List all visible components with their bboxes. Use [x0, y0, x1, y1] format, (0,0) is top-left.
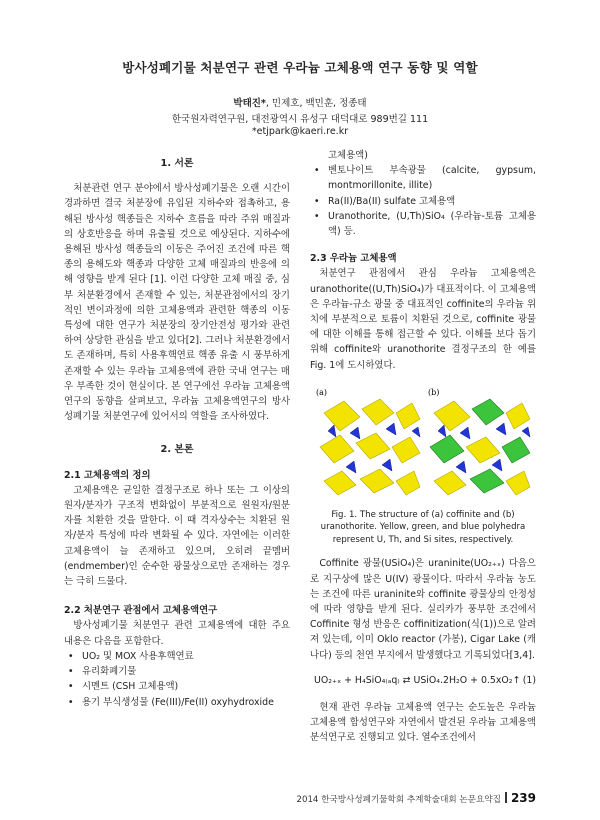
subsection-2-2-paragraph: 방사성폐기물 처분연구 관련 고체용액에 대한 주요 내용은 다음을 포함한다. [64, 620, 290, 647]
list-item: • 용기 부식생성물 (Fe(III)/Fe(II) oxyhydroxide [78, 695, 290, 710]
left-bullet-list [64, 649, 290, 710]
crystal-structure-figure [310, 383, 536, 503]
figure-1 [310, 383, 536, 503]
right-column [310, 148, 536, 746]
list-continuation: 고체용액) [328, 150, 368, 161]
subsection-2-3-title: 2.3 우라늄 고체용액 [310, 253, 397, 265]
equation-1 [310, 673, 536, 688]
panel-b-label: (b) [428, 387, 440, 397]
equation-text: UO₂₊ₓ + H₄SiO₄₍ₐq₎ ⇄ USiO₄.2H₂O + 0.5xO₂↑ [314, 674, 521, 686]
right-bullet-list [310, 163, 536, 239]
co-authors: , 민제호, 백민훈, 정종태 [265, 98, 367, 109]
equation-number: (1) [522, 674, 536, 686]
footer-divider [505, 792, 507, 803]
list-item: • 벤토나이트 부속광물 (calcite, gypsum, montmorillonite, illite) [324, 163, 536, 193]
section-main-title: 2. 본론 [160, 444, 194, 456]
subsection-2-3-paragraph: 처분연구 관점에서 관심 우라늄 고체용액은 uranothorite((U,Th)SiO₄)가 대표적이다. 이 고체용액은 우라늄-규소 광물 중 대표적인 coffinite의 우라늄 위치에 부분적으로 토륨이 치환된 것으로, coffinite 광물에 대한 이해를 통해 접근할 수 있다. 이해를 보다 돕기 위해 coffinite와 uranothorite 결정구조의 한 예를 Fig. 1에 도시하였다. [310, 268, 536, 371]
panel-b [428, 388, 530, 495]
list-item: • UO₂ 및 MOX 사용후핵연료 [78, 649, 290, 664]
affiliation: 한국원자력연구원, 대전광역시 유성구 대덕대로 989번길 111 [171, 114, 429, 125]
list-item: • 유리화폐기물 [78, 664, 290, 679]
coffinite-paragraph: Coffinite 광물(USiO₄)은 uraninite(UO₂₊ₓ) 다음으로 지구상에 많은 U(IV) 광물이다. 따라서 우라늄 농도는 조건에 따른 uraninite와 coffinite 광물상의 안정성에 따라 영향을 받게 된다. 실리카가 풍부한 조건에서 Coffinite 형성 반응은 coffinitization(식(1))으로 알려져 있는데, 이미 Oklo reactor (가봉), Cigar Lake (캐나다) 등의 천연 부지에서 발생했다고 기록되었다[3,4]. [310, 558, 536, 661]
email: *etjpark@kaeri.re.kr [251, 126, 349, 137]
list-item: • Uranothorite, (U,Th)SiO₄ (우라늄-토륨 고체용액) 등. [324, 209, 536, 239]
paper-title: 방사성폐기물 처분연구 관련 우라늄 고체용액 연구 동향 및 역할 [122, 60, 478, 75]
page-number: 239 [510, 791, 536, 805]
subsection-2-1-title: 2.1 고체용액의 정의 [64, 469, 151, 481]
main-author: 박태진* [233, 98, 266, 109]
list-item: • 시멘트 (CSH 고체용액) [78, 679, 290, 694]
panel-a-label: (a) [316, 387, 328, 397]
figure-caption: Fig. 1. The structure of (a) coffinite and (b) uranothorite. Yellow, green, and blue polyhedra represent U, Th, and Si sites, respectively. [320, 509, 526, 545]
intro-paragraph: 처분관련 연구 분야에서 방사성폐기물은 오랜 시간이 경과하면 결국 처분장에 유입된 지하수와 접촉하고, 용해된 방사성 핵종들은 지하수 흐름을 따라 주위 매질과의 상호반응을 하며 유출될 것으로 예상된다. 지하수에 용해된 방사성 핵종들의 이동은 주어진 조건에 따른 핵종의 용해도와 핵종과 다양한 고체 매질과의 반응에 의해 영향을 받게 된다 [1]. 이런 다양한 고체 매질 중, 심부 처분환경에서 존재할 수 있는, 처분관점에서의 장기적인 변이과정에 의한 고체용액과 관련한 핵종의 이동특성에 대한 연구가 처분장의 장기안전성 평가와 관련하여 상당한 관심을 받고 있다[2]. 그러나 처분환경에서도 존재하며, 특히 사용후핵연료 핵종 유출 시 풍부하게 존재할 수 있는 우라늄 고체용액에 관한 국내 연구는 매우 부족한 것이 현실이다. 본 연구에선 우라늄 고체용액 연구의 동향을 살펴보고, 우라늄 고체용액연구의 방사성폐기물 처분연구에 있어서의 역할을 조사하였다. [64, 183, 290, 423]
conference-name: 2014 한국방사성폐기물학회 추계학술대회 논문요약집 [296, 795, 501, 805]
section-intro-title: 1. 서론 [160, 158, 194, 169]
closing-paragraph: 현재 관련 우라늄 고체용액 연구는 순도높은 우라늄 고체용액 합성연구와 자연에서 발견된 우라늄 고체용액 분석연구로 진행되고 있다. 열수조건에서 [310, 701, 536, 744]
subsection-2-1-paragraph: 고체용액은 균일한 결정구조로 하나 또는 그 이상의 원자/분자가 구조적 변화없이 부분적으로 원원자/원분자를 치환한 것을 말한다. 이 때 격자상수는 치환된 원자/분자 특성에 따라 변화될 수 있다. 자연에는 이러한 고체용액이 늘 존재하고 있으며, 오히려 끝멤버(endmember)인 순수한 광물상으로만 존재하는 경우는 극히 드물다. [64, 484, 290, 588]
panel-a [316, 388, 420, 495]
subsection-2-2-title: 2.2 처분연구 관점에서 고체용액연구 [64, 605, 218, 617]
list-item: • Ra(II)/Ba(II) sulfate 고체용액 [324, 194, 536, 209]
author-line [0, 95, 600, 109]
left-column [64, 148, 290, 710]
page-footer [297, 791, 536, 805]
